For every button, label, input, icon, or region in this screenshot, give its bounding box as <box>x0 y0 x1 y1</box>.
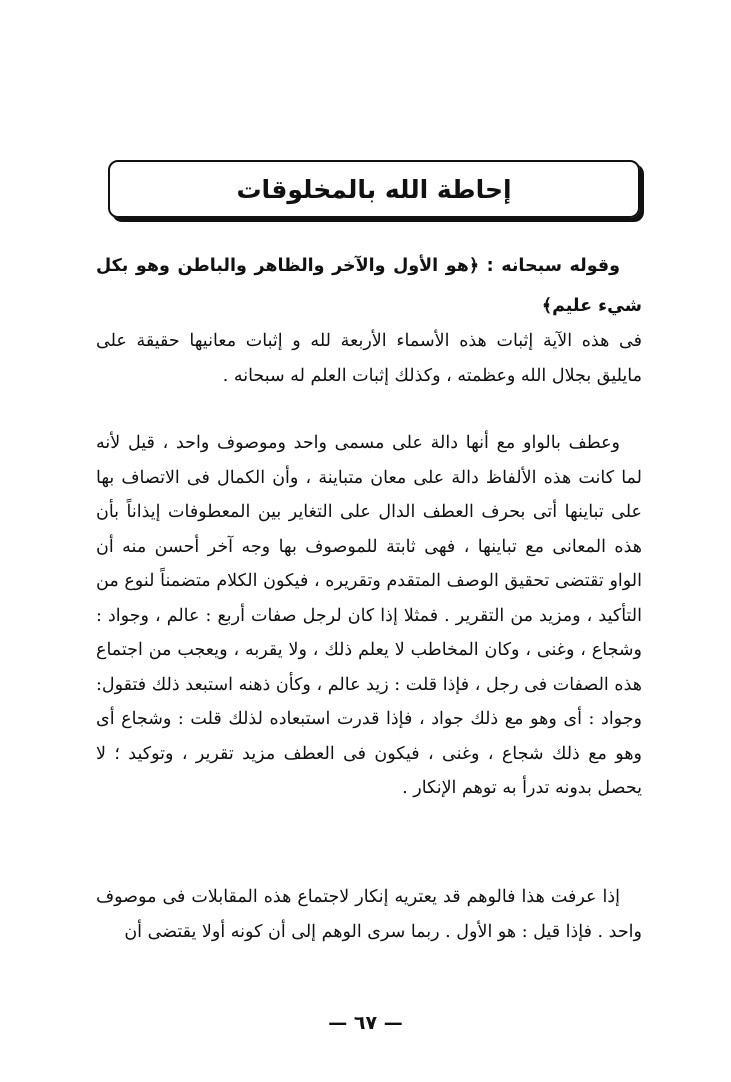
page-number: — ٦٧ — <box>328 1012 403 1034</box>
paragraph-2 <box>96 426 642 806</box>
quran-verse-paragraph <box>96 246 642 326</box>
paragraph-1 <box>96 324 642 393</box>
paragraph-1-text: فى هذه الآية إثبات هذه الأسماء الأربعة لله و إثبات معانيها حقيقة على مايليق بجلال الله وعظمته ، وكذلك إثبات العلم له سبحانه . <box>96 331 642 386</box>
paragraph-3 <box>96 880 642 949</box>
paragraph-2-text: وعطف بالواو مع أنها دالة على مسمى واحد وموصوف واحد ، قيل لأنه لما كانت هذه الألفاظ دالة على معان متباينة ، وأن الكمال فى الاتصاف بها على تباينها أتى بحرف العطف الدال على التغاير بين المعطوفات إيذاناً بأن هذه المعانى مع تباينها ، فهى ثابتة للموصوف بها وجه آخر أحسن منه أن الواو تقتضى تحقيق الوصف المتقدم وتقريره ، فيكون الكلام متضمناً لنوع من التأكيد ، ومزيد من التقرير . فمثلا إذا كان لرجل صفات أربع : عالم ، وجواد : وشجاع ، وغنى ، وكان المخاطب لا يعلم ذلك ، ولا يقربه ، ويعجب من اجتماع هذه الصفات فى رجل ، فإذا قلت : زيد عالم ، وكأن ذهنه استبعد ذلك فتقول: وجواد : أى وهو مع ذلك جواد ، فإذا قدرت استبعاده لذلك قلت : وشجاع أى وهو مع ذلك شجاع ، وغنى ، فيكون فى العطف مزيد تقرير ، وتوكيد ؛ لا يحصل بدونه تدرأ به توهم الإنكار . <box>96 433 642 798</box>
chapter-title-box <box>108 160 640 218</box>
chapter-title: إحاطة الله بالمخلوقات <box>236 174 512 204</box>
paragraph-3-text: إذا عرفت هذا فالوهم قد يعتريه إنكار لاجتماع هذه المقابلات فى موصوف واحد . فإذا قيل : هو الأول . ربما سرى الوهم إلى أن كونه أولا يقتضى أن <box>96 887 642 942</box>
quran-verse-text: وقوله سبحانه : ﴿هو الأول والآخر والظاهر والباطن وهو بكل شيء عليم﴾ <box>96 256 642 316</box>
